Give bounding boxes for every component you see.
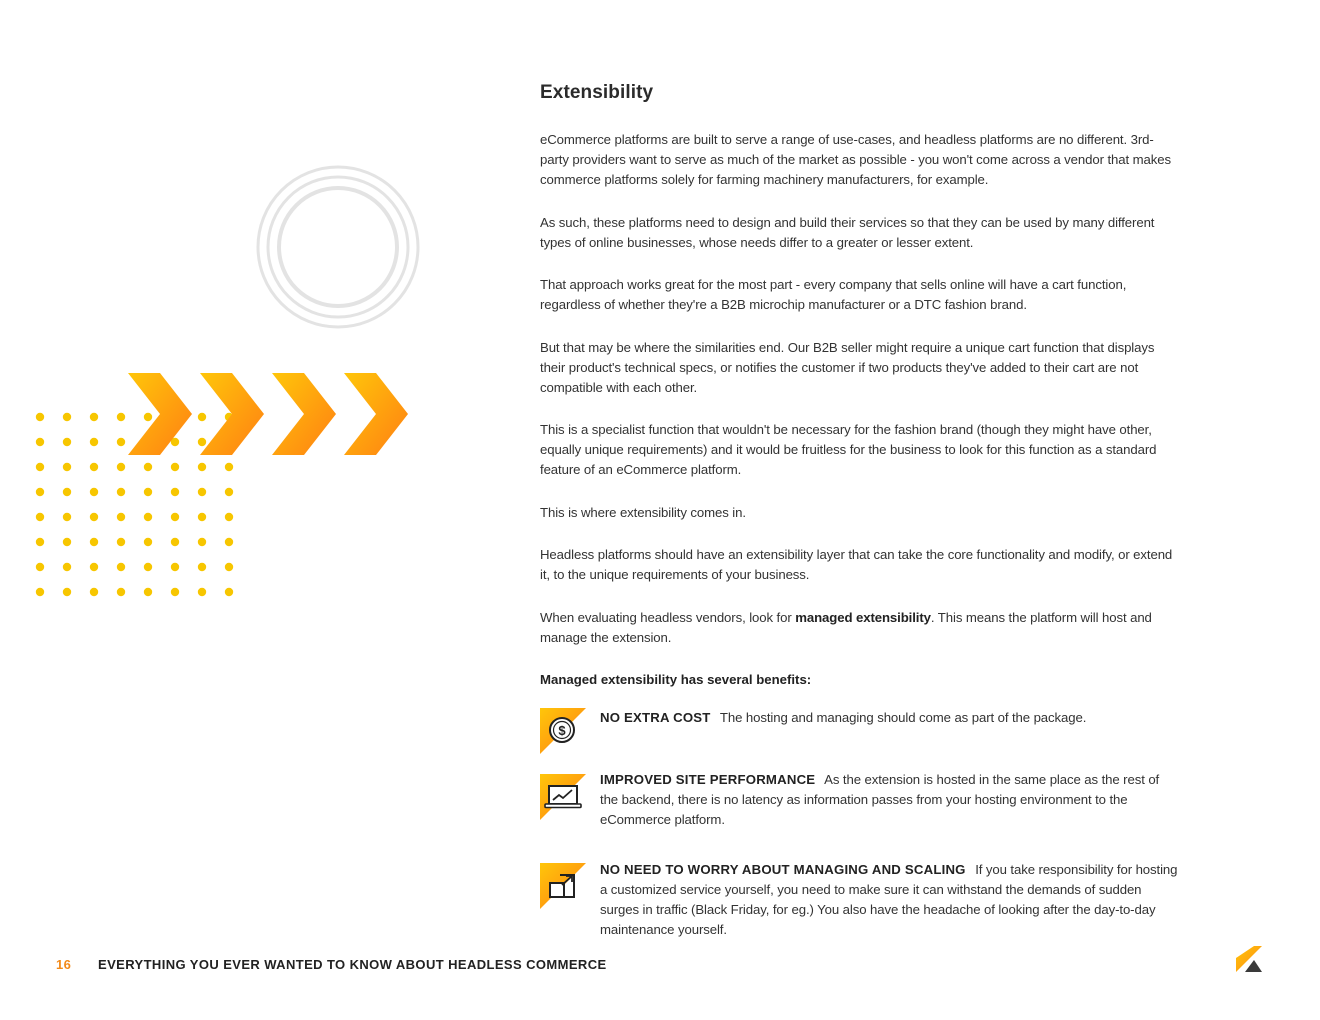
decorative-dot [36, 563, 44, 571]
paragraph-7: Headless platforms should have an extensibility layer that can take the core functionality and modify, or extend it, to the unique requirements of your business. [540, 547, 1173, 582]
decorative-dot [63, 413, 71, 421]
decorative-dot [90, 513, 98, 521]
benefit-description: As the extension is hosted in the same place as the rest of the backend, there is no latency as information passes from your hosting environment to the eCommerce platform. [600, 772, 1160, 827]
decorative-dot [225, 588, 233, 596]
decorative-dot [117, 413, 125, 421]
paragraph-6: This is where extensibility comes in. [540, 504, 746, 520]
laptop-chart-icon [540, 774, 586, 820]
paragraph-4: But that may be where the similarities end. Our B2B seller might require a unique cart function that displays their product's technical specs, or notifies the customer if two products they've added to their cart are not compatible with each other. [540, 339, 1155, 395]
managed-para-after: . This means the platform will host and manage the extension. [540, 609, 1152, 645]
decorative-dot [144, 588, 152, 596]
decorative-dot [117, 513, 125, 521]
chevron-arrows-graphic [128, 373, 408, 455]
decorative-dot [90, 488, 98, 496]
decorative-dot [63, 538, 71, 546]
decorative-dot [225, 538, 233, 546]
benefit-description: The hosting and managing should come as part of the package. [719, 710, 1087, 725]
decorative-dot [36, 588, 44, 596]
managed-extensibility-paragraph [540, 608, 1180, 648]
scale-expand-icon [540, 863, 586, 909]
decorative-dot [198, 538, 206, 546]
dollar-coin-icon [540, 708, 586, 754]
decorative-dot [117, 463, 125, 471]
decorative-dot [63, 463, 71, 471]
benefit-title: NO EXTRA COST [600, 710, 711, 725]
decorative-dot [144, 488, 152, 496]
benefit-description: If you take responsibility for hosting a customized service yourself, you need to make sure it can withstand the demands of sudden surges in traffic (Black Friday, for eg.) You also have the headache of looking after the day-to-day maintenance yourself. [600, 862, 1178, 937]
decorative-dot [225, 563, 233, 571]
article-section [540, 82, 1180, 690]
benefit-text [600, 770, 1180, 830]
decorative-dot [36, 488, 44, 496]
paragraph-5: This is a specialist function that wouldn't be necessary for the fashion brand (though they might have other, equally unique requirements) and it would be fruitless for the business to look for this function as a standard feature of an eCommerce platform. [540, 422, 1157, 477]
svg-text:$: $ [558, 723, 566, 738]
decorative-dot [171, 588, 179, 596]
decorative-dot [225, 488, 233, 496]
benefit-title: NO NEED TO WORRY ABOUT MANAGING AND SCALING [600, 862, 966, 877]
benefit-text [600, 860, 1180, 940]
decorative-dot [90, 588, 98, 596]
decorative-dot [63, 488, 71, 496]
decorative-graphics [0, 0, 520, 640]
decorative-dot [225, 513, 233, 521]
brand-logo-icon [1236, 946, 1262, 972]
document-title: EVERYTHING YOU EVER WANTED TO KNOW ABOUT HEADLESS COMMERCE [98, 957, 607, 972]
decorative-dot [63, 513, 71, 521]
decorative-dot [171, 488, 179, 496]
paragraph-2: As such, these platforms need to design and build their services so that they can be used by many different types of online businesses, whose needs differ to a greater or lesser extent. [540, 214, 1155, 250]
concentric-circles-graphic [258, 167, 418, 327]
decorative-dot [36, 538, 44, 546]
decorative-dot [90, 438, 98, 446]
decorative-dot [144, 413, 152, 421]
dot-grid-graphic [36, 413, 233, 596]
section-heading: Extensibility [540, 82, 654, 103]
decorative-dot [36, 413, 44, 421]
decorative-dot [36, 438, 44, 446]
decorative-dot [117, 438, 125, 446]
decorative-dot [117, 488, 125, 496]
decorative-dot [117, 588, 125, 596]
decorative-dot [90, 413, 98, 421]
decorative-dot [144, 513, 152, 521]
decorative-dot [90, 538, 98, 546]
decorative-dot [225, 463, 233, 471]
decorative-dot [171, 563, 179, 571]
paragraph-3: That approach works great for the most part - every company that sells online will have a cart function, regardless of whether they're a B2B microchip manufacturer or a DTC fashion brand. [540, 277, 1127, 312]
decorative-dot [36, 513, 44, 521]
paragraph-1: eCommerce platforms are built to serve a range of use-cases, and headless platforms are no different. 3rd-party providers want to serve as much of the market as possible - you won't come across a vendor that makes commerce platforms solely for farming machinery manufacturers, for example. [540, 132, 1171, 187]
decorative-dot [198, 438, 206, 446]
decorative-dot [63, 438, 71, 446]
decorative-dot [171, 463, 179, 471]
decorative-dot [144, 538, 152, 546]
decorative-dot [90, 563, 98, 571]
page-footer [56, 957, 607, 972]
decorative-dot [171, 513, 179, 521]
decorative-dot [63, 563, 71, 571]
benefit-text [600, 708, 1180, 728]
decorative-dot [198, 488, 206, 496]
decorative-dot [198, 563, 206, 571]
benefits-title: Managed extensibility has several benefits: [540, 671, 812, 687]
managed-extensibility-term: managed extensibility [795, 609, 931, 625]
decorative-dot [198, 588, 206, 596]
decorative-dot [198, 463, 206, 471]
decorative-dot [144, 563, 152, 571]
decorative-dot [117, 538, 125, 546]
page-number: 16 [56, 957, 72, 972]
decorative-dot [198, 513, 206, 521]
decorative-dot [144, 463, 152, 471]
decorative-dot [36, 463, 44, 471]
managed-para-before: When evaluating headless vendors, look for [540, 609, 796, 625]
decorative-dot [117, 563, 125, 571]
decorative-dot [63, 588, 71, 596]
decorative-dot [171, 538, 179, 546]
benefit-title: IMPROVED SITE PERFORMANCE [600, 772, 816, 787]
decorative-dot [198, 413, 206, 421]
decorative-dot [90, 463, 98, 471]
